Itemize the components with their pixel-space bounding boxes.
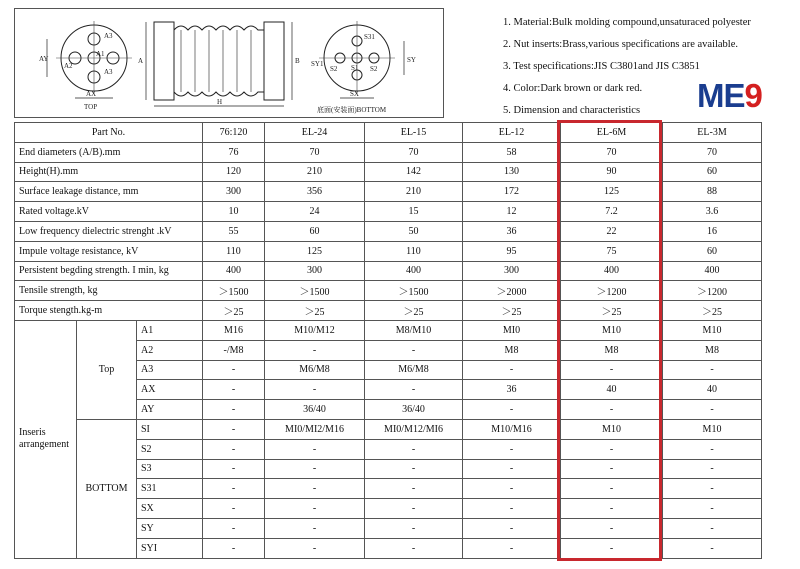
table-cell: - bbox=[365, 518, 463, 538]
label-a: A bbox=[138, 57, 144, 65]
table-cell: 125 bbox=[561, 182, 663, 202]
insert-label: SY bbox=[137, 518, 203, 538]
group-label-inserts: Inseris arrangement bbox=[15, 320, 77, 558]
table-cell: - bbox=[463, 360, 561, 380]
table-cell: 40 bbox=[561, 380, 663, 400]
label-sy1: SY1 bbox=[311, 60, 324, 68]
column-header: EL-12 bbox=[463, 123, 561, 143]
insert-label: S3 bbox=[137, 459, 203, 479]
table-row bbox=[15, 419, 762, 439]
table-row bbox=[15, 162, 762, 182]
spec-table-body bbox=[15, 123, 762, 559]
brand-logo bbox=[697, 79, 762, 113]
table-cell: 7.2 bbox=[561, 202, 663, 222]
table-cell: - bbox=[365, 499, 463, 519]
table-cell: - bbox=[463, 400, 561, 420]
insert-label: A1 bbox=[137, 320, 203, 340]
label-sx: SX bbox=[350, 90, 359, 98]
label-s2-left: S2 bbox=[330, 65, 338, 73]
table-cell: - bbox=[203, 538, 265, 558]
table-row bbox=[15, 241, 762, 261]
label-sy: SY bbox=[407, 56, 416, 64]
table-cell: 55 bbox=[203, 221, 265, 241]
table-cell: - bbox=[463, 538, 561, 558]
row-label: Impule voltage resistance, kV bbox=[15, 241, 203, 261]
table-cell: 12 bbox=[463, 202, 561, 222]
table-cell: 10 bbox=[203, 202, 265, 222]
table-cell: - bbox=[663, 518, 762, 538]
top-caption: TOP bbox=[84, 103, 98, 111]
table-cell: - bbox=[265, 459, 365, 479]
table-cell: 400 bbox=[203, 261, 265, 281]
logo-text-me: ME bbox=[697, 77, 745, 114]
row-label: End diameters (A/B).mm bbox=[15, 142, 203, 162]
table-cell: - bbox=[463, 459, 561, 479]
table-row bbox=[15, 281, 762, 301]
table-row bbox=[15, 320, 762, 340]
table-cell: 50 bbox=[365, 221, 463, 241]
table-row bbox=[15, 182, 762, 202]
table-cell: - bbox=[265, 439, 365, 459]
part-no-header: Part No. bbox=[15, 123, 203, 143]
table-cell: 76 bbox=[203, 142, 265, 162]
table-row bbox=[15, 202, 762, 222]
table-cell: 70 bbox=[265, 142, 365, 162]
table-cell: 210 bbox=[265, 162, 365, 182]
table-cell: M10/M16 bbox=[463, 419, 561, 439]
table-cell: - bbox=[265, 340, 365, 360]
note-item: 3. Test specifications:JIS C3801and JIS C3851 bbox=[503, 61, 700, 72]
table-cell: - bbox=[663, 360, 762, 380]
table-cell: 400 bbox=[365, 261, 463, 281]
label-ax: AX bbox=[86, 90, 97, 98]
table-cell: 75 bbox=[561, 241, 663, 261]
table-cell: -/M8 bbox=[203, 340, 265, 360]
table-cell: - bbox=[663, 400, 762, 420]
top-group-label: Top bbox=[77, 320, 137, 419]
table-cell: 110 bbox=[203, 241, 265, 261]
table-cell: ＞2000 bbox=[463, 281, 561, 301]
table-cell: M6/M8 bbox=[365, 360, 463, 380]
table-row bbox=[15, 301, 762, 321]
table-cell: 22 bbox=[561, 221, 663, 241]
table-row bbox=[15, 221, 762, 241]
table-cell: ＞25 bbox=[365, 301, 463, 321]
label-b: B bbox=[295, 57, 300, 65]
table-cell: 40 bbox=[663, 380, 762, 400]
table-cell: 110 bbox=[365, 241, 463, 261]
bottom-group-label: BOTTOM bbox=[77, 419, 137, 558]
table-cell: - bbox=[561, 518, 663, 538]
row-label: Low frequency dielectric strenght .kV bbox=[15, 221, 203, 241]
table-cell: ＞25 bbox=[561, 301, 663, 321]
row-label: Surface leakage distance, mm bbox=[15, 182, 203, 202]
table-cell: - bbox=[203, 518, 265, 538]
row-label: Tensile strength, kg bbox=[15, 281, 203, 301]
label-s31: S31 bbox=[364, 33, 375, 41]
table-cell: - bbox=[265, 518, 365, 538]
table-cell: 70 bbox=[663, 142, 762, 162]
table-cell: - bbox=[463, 518, 561, 538]
table-cell: M6/M8 bbox=[265, 360, 365, 380]
table-cell: - bbox=[561, 439, 663, 459]
table-cell: 400 bbox=[561, 261, 663, 281]
table-cell: 24 bbox=[265, 202, 365, 222]
label-ay: AY bbox=[39, 55, 49, 63]
note-item: 4. Color:Dark brown or dark red. bbox=[503, 83, 643, 94]
table-cell: - bbox=[663, 459, 762, 479]
row-label: Persistent begding strength. I min, kg bbox=[15, 261, 203, 281]
table-cell: ＞25 bbox=[463, 301, 561, 321]
table-cell: M8 bbox=[463, 340, 561, 360]
top-view bbox=[39, 21, 132, 111]
insert-label: SX bbox=[137, 499, 203, 519]
row-label: Torque stength.kg-m bbox=[15, 301, 203, 321]
insert-label: A2 bbox=[137, 340, 203, 360]
table-cell: 70 bbox=[365, 142, 463, 162]
insert-label: SI bbox=[137, 419, 203, 439]
table-cell: ＞25 bbox=[663, 301, 762, 321]
table-cell: - bbox=[463, 499, 561, 519]
table-cell: - bbox=[561, 499, 663, 519]
table-cell: - bbox=[203, 499, 265, 519]
table-cell: ＞1200 bbox=[561, 281, 663, 301]
note-item: 2. Nut inserts:Brass,various specifications are available. bbox=[503, 39, 739, 50]
table-cell: - bbox=[365, 340, 463, 360]
table-cell: - bbox=[365, 380, 463, 400]
table-cell: - bbox=[463, 439, 561, 459]
table-cell: 120 bbox=[203, 162, 265, 182]
table-cell: 15 bbox=[365, 202, 463, 222]
label-h: H bbox=[217, 98, 223, 106]
table-cell: M10 bbox=[561, 419, 663, 439]
table-cell: 60 bbox=[663, 162, 762, 182]
column-header: 76:120 bbox=[203, 123, 265, 143]
table-cell: M8 bbox=[561, 340, 663, 360]
table-cell: - bbox=[663, 538, 762, 558]
table-cell: - bbox=[561, 400, 663, 420]
table-cell: MI0/MI2/M16 bbox=[265, 419, 365, 439]
table-cell: - bbox=[365, 538, 463, 558]
row-label: Height(H).mm bbox=[15, 162, 203, 182]
insert-label: S31 bbox=[137, 479, 203, 499]
label-s1: S1 bbox=[351, 64, 359, 72]
table-cell: - bbox=[561, 479, 663, 499]
table-cell: 300 bbox=[203, 182, 265, 202]
table-cell: - bbox=[365, 459, 463, 479]
note-item: 5. Dimension and characteristics bbox=[503, 105, 641, 116]
table-cell: 356 bbox=[265, 182, 365, 202]
table-cell: 172 bbox=[463, 182, 561, 202]
table-cell: 300 bbox=[265, 261, 365, 281]
table-cell: - bbox=[561, 538, 663, 558]
table-cell: - bbox=[265, 538, 365, 558]
table-cell: M8 bbox=[663, 340, 762, 360]
table-cell: M10 bbox=[663, 320, 762, 340]
bottom-view bbox=[311, 21, 416, 114]
table-row bbox=[15, 142, 762, 162]
table-cell: ＞1200 bbox=[663, 281, 762, 301]
table-cell: ＞1500 bbox=[265, 281, 365, 301]
table-cell: - bbox=[203, 360, 265, 380]
table-cell: 88 bbox=[663, 182, 762, 202]
table-cell: - bbox=[203, 419, 265, 439]
table-cell: 36 bbox=[463, 221, 561, 241]
table-cell: - bbox=[561, 360, 663, 380]
technical-drawing bbox=[14, 8, 444, 118]
table-cell: M8/M10 bbox=[365, 320, 463, 340]
table-cell: MI0 bbox=[463, 320, 561, 340]
table-cell: ＞1500 bbox=[203, 281, 265, 301]
table-cell: 130 bbox=[463, 162, 561, 182]
table-cell: 400 bbox=[663, 261, 762, 281]
table-cell: - bbox=[663, 499, 762, 519]
label-a3-lower: A3 bbox=[104, 68, 113, 76]
table-cell: 210 bbox=[365, 182, 463, 202]
table-cell: M10 bbox=[561, 320, 663, 340]
bottom-caption: 底面(安装面)BOTTOM bbox=[317, 106, 387, 114]
insert-label: SYI bbox=[137, 538, 203, 558]
table-cell: 95 bbox=[463, 241, 561, 261]
spec-table bbox=[14, 122, 762, 559]
insert-label: S2 bbox=[137, 439, 203, 459]
table-cell: 142 bbox=[365, 162, 463, 182]
table-cell: - bbox=[203, 380, 265, 400]
table-cell: M16 bbox=[203, 320, 265, 340]
table-cell: ＞1500 bbox=[365, 281, 463, 301]
table-cell: - bbox=[663, 479, 762, 499]
table-cell: 36 bbox=[463, 380, 561, 400]
table-cell: 70 bbox=[561, 142, 663, 162]
table-cell: 60 bbox=[265, 221, 365, 241]
logo-text-9: 9 bbox=[744, 77, 762, 114]
column-header: EL-24 bbox=[265, 123, 365, 143]
label-a1: A1 bbox=[96, 50, 105, 58]
table-cell: 16 bbox=[663, 221, 762, 241]
insert-label: AX bbox=[137, 380, 203, 400]
table-cell: ＞25 bbox=[203, 301, 265, 321]
table-cell: M10/M12 bbox=[265, 320, 365, 340]
table-cell: 36/40 bbox=[365, 400, 463, 420]
table-cell: 125 bbox=[265, 241, 365, 261]
table-cell: - bbox=[265, 499, 365, 519]
table-cell: - bbox=[203, 479, 265, 499]
table-cell: ＞25 bbox=[265, 301, 365, 321]
table-cell: - bbox=[203, 459, 265, 479]
table-cell: 60 bbox=[663, 241, 762, 261]
table-cell: - bbox=[265, 479, 365, 499]
row-label: Rated voltage.kV bbox=[15, 202, 203, 222]
insert-label: A3 bbox=[137, 360, 203, 380]
table-cell: 36/40 bbox=[265, 400, 365, 420]
label-s2-right: S2 bbox=[370, 65, 378, 73]
table-cell: - bbox=[365, 439, 463, 459]
table-cell: 300 bbox=[463, 261, 561, 281]
table-cell: 3.6 bbox=[663, 202, 762, 222]
note-item: 1. Material:Bulk molding compound,unsaturaced polyester bbox=[503, 17, 751, 28]
table-cell: MI0/M12/MI6 bbox=[365, 419, 463, 439]
table-cell: 58 bbox=[463, 142, 561, 162]
column-header: EL-6M bbox=[561, 123, 663, 143]
table-cell: M10 bbox=[663, 419, 762, 439]
table-cell: - bbox=[203, 439, 265, 459]
table-cell: - bbox=[365, 479, 463, 499]
table-row bbox=[15, 261, 762, 281]
column-header: EL-15 bbox=[365, 123, 463, 143]
table-cell: - bbox=[203, 400, 265, 420]
table-cell: - bbox=[265, 380, 365, 400]
insert-label: AY bbox=[137, 400, 203, 420]
column-header: EL-3M bbox=[663, 123, 762, 143]
table-cell: - bbox=[663, 439, 762, 459]
label-a2: A2 bbox=[64, 62, 73, 70]
table-row bbox=[15, 123, 762, 143]
label-a3-upper: A3 bbox=[104, 32, 113, 40]
table-cell: 90 bbox=[561, 162, 663, 182]
table-cell: - bbox=[463, 479, 561, 499]
table-cell: - bbox=[561, 459, 663, 479]
side-view bbox=[138, 22, 300, 106]
